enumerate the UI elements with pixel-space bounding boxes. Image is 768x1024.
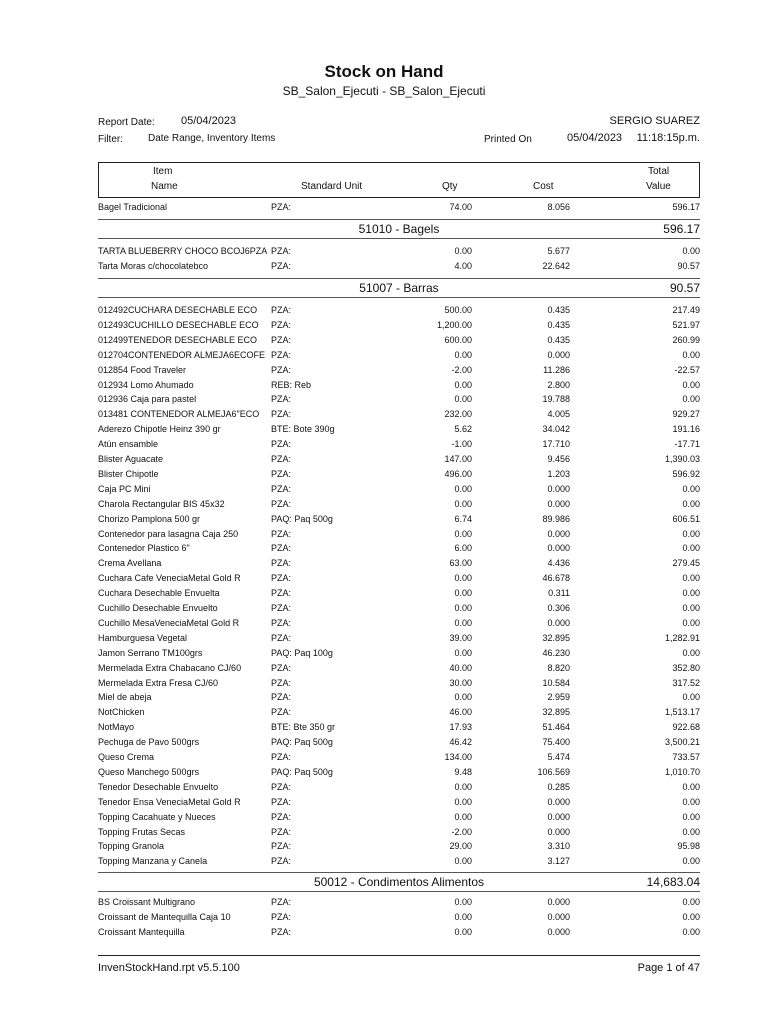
item-unit: PZA: bbox=[271, 926, 292, 937]
item-qty: 0.00 bbox=[454, 588, 472, 599]
item-name: Croissant Mantequilla bbox=[98, 926, 185, 937]
column-total-line2: Value bbox=[646, 181, 671, 192]
table-row bbox=[0, 752, 768, 767]
category-subtotal bbox=[98, 872, 700, 892]
table-row bbox=[0, 424, 768, 439]
item-value: 1,390.03 bbox=[664, 454, 700, 464]
table-row bbox=[0, 767, 768, 782]
item-name: Mermelada Extra Fresa CJ/60 bbox=[98, 677, 219, 688]
table-row bbox=[0, 782, 768, 797]
item-value: 0.00 bbox=[682, 349, 700, 360]
item-name: Hamburguesa Vegetal bbox=[98, 632, 188, 643]
item-name: 012936 Caja para pastel bbox=[98, 394, 197, 405]
item-unit: PZA: bbox=[271, 841, 292, 852]
item-qty: 6.00 bbox=[454, 543, 472, 554]
table-row bbox=[0, 633, 768, 648]
item-qty: 0.00 bbox=[454, 603, 472, 613]
column-qty: Qty bbox=[442, 181, 458, 192]
item-value: 0.00 bbox=[682, 811, 700, 822]
item-value: 0.00 bbox=[682, 483, 700, 494]
item-value: 217.49 bbox=[672, 305, 700, 315]
item-qty: 39.00 bbox=[449, 632, 472, 643]
item-cost: 9.456 bbox=[547, 454, 570, 464]
item-cost: 0.000 bbox=[547, 483, 570, 494]
item-unit: PZA: bbox=[271, 662, 292, 673]
table-row bbox=[0, 588, 768, 603]
item-value: 279.45 bbox=[672, 558, 700, 569]
item-value: 0.00 bbox=[682, 926, 700, 937]
item-cost: 17.710 bbox=[542, 439, 570, 450]
item-cost: 46.678 bbox=[542, 573, 570, 584]
category-name: 51007 - Barras bbox=[359, 281, 439, 295]
table-row bbox=[0, 305, 768, 320]
item-cost: 0.435 bbox=[547, 305, 570, 315]
item-unit: PZA: bbox=[271, 483, 292, 494]
item-unit: PAQ: Paq 100g bbox=[271, 647, 333, 658]
item-name: Cuchara Desechable Envuelta bbox=[98, 588, 220, 599]
item-unit: PZA: bbox=[271, 826, 292, 837]
category-name: 51010 - Bagels bbox=[358, 222, 440, 236]
item-name: Cuchara Cafe VeneciaMetal Gold R bbox=[98, 573, 241, 584]
table-row bbox=[0, 927, 768, 942]
item-name: Cuchillo Desechable Envuelto bbox=[98, 603, 218, 613]
item-name: 013481 CONTENEDOR ALMEJA6"ECO bbox=[98, 409, 260, 420]
category-total: 14,683.04 bbox=[646, 875, 700, 889]
item-qty: 17.93 bbox=[449, 722, 472, 733]
item-cost: 8.820 bbox=[547, 662, 570, 673]
item-cost: 5.474 bbox=[547, 752, 570, 762]
item-qty: 147.00 bbox=[444, 454, 472, 464]
item-unit: PZA: bbox=[271, 573, 292, 584]
item-value: 3,500.21 bbox=[664, 737, 700, 748]
item-unit: PZA: bbox=[271, 349, 292, 360]
table-row bbox=[0, 912, 768, 927]
item-cost: 0.000 bbox=[547, 543, 570, 554]
item-name: Blister Chipotle bbox=[98, 468, 159, 479]
item-qty: 5.62 bbox=[454, 424, 472, 435]
item-unit: PZA: bbox=[271, 796, 292, 807]
item-unit: PZA: bbox=[271, 911, 292, 922]
filter-value: Date Range, Inventory Items bbox=[148, 133, 276, 144]
printed-time: 11:18:15p.m. bbox=[636, 132, 700, 144]
item-name: Topping Granola bbox=[98, 841, 165, 852]
item-name: Contenedor para lasagna Caja 250 bbox=[98, 528, 239, 539]
item-value: 0.00 bbox=[682, 692, 700, 703]
item-name: NotMayo bbox=[98, 722, 135, 733]
item-name: Pechuga de Pavo 500grs bbox=[98, 737, 200, 748]
item-name: Crema Avellana bbox=[98, 558, 162, 569]
item-name: Queso Crema bbox=[98, 752, 155, 762]
table-row bbox=[0, 261, 768, 276]
item-cost: 106.569 bbox=[537, 766, 570, 777]
table-row bbox=[0, 454, 768, 469]
item-cost: 22.642 bbox=[542, 260, 570, 271]
footer-report-file: InvenStockHand.rpt v5.5.100 bbox=[98, 962, 240, 974]
item-unit: BTE: Bte 350 gr bbox=[271, 722, 336, 733]
item-cost: 0.311 bbox=[548, 588, 570, 599]
item-unit: PZA: bbox=[271, 246, 292, 256]
item-unit: PZA: bbox=[271, 394, 292, 405]
item-value: 0.00 bbox=[682, 573, 700, 584]
table-row bbox=[0, 648, 768, 663]
item-cost: 0.000 bbox=[547, 796, 570, 807]
column-total-line1: Total bbox=[648, 166, 670, 177]
item-cost: 0.000 bbox=[547, 811, 570, 822]
category-name: 50012 - Condimentos Alimentos bbox=[313, 875, 485, 889]
item-value: 191.16 bbox=[672, 424, 700, 435]
item-cost: 2.959 bbox=[547, 692, 570, 703]
table-row bbox=[0, 841, 768, 856]
table-row bbox=[0, 812, 768, 827]
table-row bbox=[0, 707, 768, 722]
report-date: 05/04/2023 bbox=[181, 115, 237, 127]
item-unit: PZA: bbox=[271, 558, 292, 569]
item-unit: PZA: bbox=[271, 439, 292, 450]
item-cost: 1.203 bbox=[547, 468, 570, 479]
item-cost: 0.000 bbox=[547, 528, 570, 539]
item-qty: 600.00 bbox=[444, 334, 472, 345]
table-row bbox=[0, 603, 768, 618]
table-row bbox=[0, 246, 768, 261]
table-row bbox=[0, 663, 768, 678]
column-item-line2: Name bbox=[151, 181, 178, 192]
item-qty: 46.42 bbox=[449, 737, 472, 748]
item-cost: 75.400 bbox=[542, 737, 570, 748]
table-row bbox=[0, 543, 768, 558]
category-total: 596.17 bbox=[663, 222, 700, 236]
item-cost: 32.895 bbox=[542, 707, 570, 718]
item-name: 012493CUCHILLO DESECHABLE ECO bbox=[98, 319, 259, 330]
table-row bbox=[0, 737, 768, 752]
item-name: Caja PC Mini bbox=[98, 483, 151, 494]
item-qty: 1,200.00 bbox=[436, 319, 472, 330]
item-unit: PZA: bbox=[271, 617, 292, 628]
item-unit: PZA: bbox=[271, 781, 292, 792]
table-row bbox=[0, 514, 768, 529]
item-qty: 0.00 bbox=[454, 926, 472, 937]
item-qty: 232.00 bbox=[444, 409, 472, 420]
item-name: Mermelada Extra Chabacano CJ/60 bbox=[98, 662, 242, 673]
item-unit: PZA: bbox=[271, 305, 292, 315]
item-qty: 0.00 bbox=[454, 246, 472, 256]
item-name: Aderezo Chipotle Heinz 390 gr bbox=[98, 424, 221, 435]
item-qty: 0.00 bbox=[454, 796, 472, 807]
item-value: 0.00 bbox=[682, 781, 700, 792]
item-cost: 10.584 bbox=[542, 677, 570, 688]
table-row bbox=[0, 558, 768, 573]
item-unit: PZA: bbox=[271, 202, 292, 212]
item-unit: PZA: bbox=[271, 498, 292, 509]
item-name: Bagel Tradicional bbox=[98, 202, 168, 212]
item-name: Jamon Serrano TM100grs bbox=[98, 647, 203, 658]
item-qty: 4.00 bbox=[454, 260, 472, 271]
item-qty: 0.00 bbox=[454, 781, 472, 792]
item-unit: PZA: bbox=[271, 409, 292, 420]
item-cost: 11.286 bbox=[543, 364, 570, 375]
item-value: 0.00 bbox=[682, 498, 700, 509]
item-value: 95.98 bbox=[677, 841, 700, 852]
item-qty: -2.00 bbox=[451, 364, 472, 375]
item-qty: 0.00 bbox=[454, 811, 472, 822]
item-qty: 0.00 bbox=[454, 349, 472, 360]
item-unit: PZA: bbox=[271, 632, 292, 643]
item-cost: 2.800 bbox=[547, 379, 570, 390]
item-qty: 0.00 bbox=[454, 856, 472, 867]
item-unit: PZA: bbox=[271, 364, 292, 375]
item-cost: 0.306 bbox=[547, 603, 570, 613]
item-value: 0.00 bbox=[682, 394, 700, 405]
item-value: 317.52 bbox=[672, 677, 700, 688]
item-qty: 0.00 bbox=[454, 483, 472, 494]
item-unit: PZA: bbox=[271, 752, 292, 762]
item-name: 012492CUCHARA DESECHABLE ECO bbox=[98, 305, 258, 315]
item-unit: PZA: bbox=[271, 334, 292, 345]
item-value: 0.00 bbox=[682, 543, 700, 554]
footer-divider bbox=[98, 955, 700, 956]
item-unit: PZA: bbox=[271, 707, 292, 718]
item-qty: 0.00 bbox=[454, 573, 472, 584]
item-name: Blister Aguacate bbox=[98, 454, 164, 464]
item-qty: 500.00 bbox=[444, 305, 472, 315]
item-cost: 0.000 bbox=[547, 926, 570, 937]
item-value: 0.00 bbox=[682, 588, 700, 599]
table-row bbox=[0, 618, 768, 633]
item-value: 733.57 bbox=[672, 752, 700, 762]
item-name: Topping Cacahuate y Nueces bbox=[98, 811, 216, 822]
item-value: 260.99 bbox=[672, 334, 700, 345]
item-cost: 32.895 bbox=[542, 632, 570, 643]
item-unit: PZA: bbox=[271, 856, 292, 867]
table-row bbox=[0, 678, 768, 693]
category-total: 90.57 bbox=[669, 281, 700, 295]
item-qty: 63.00 bbox=[449, 558, 472, 569]
item-cost: 0.000 bbox=[547, 911, 570, 922]
item-name: Atún ensamble bbox=[98, 439, 159, 450]
item-cost: 0.000 bbox=[547, 498, 570, 509]
item-cost: 4.005 bbox=[547, 409, 570, 420]
item-cost: 3.127 bbox=[547, 856, 570, 867]
item-unit: PZA: bbox=[271, 543, 292, 554]
item-qty: 0.00 bbox=[454, 394, 472, 405]
item-unit: PAQ: Paq 500g bbox=[271, 766, 333, 777]
item-name: Croissant de Mantequilla Caja 10 bbox=[98, 911, 231, 922]
item-value: 0.00 bbox=[682, 856, 700, 867]
item-unit: PAQ: Paq 500g bbox=[271, 737, 333, 748]
table-row bbox=[0, 499, 768, 514]
item-qty: 496.00 bbox=[444, 468, 472, 479]
item-cost: 0.000 bbox=[547, 617, 570, 628]
table-row bbox=[0, 469, 768, 484]
table-row bbox=[0, 202, 768, 217]
item-name: Contenedor Plastico 6" bbox=[98, 543, 190, 554]
item-qty: 46.00 bbox=[449, 707, 472, 718]
table-row bbox=[0, 692, 768, 707]
item-cost: 19.788 bbox=[542, 394, 570, 405]
item-name: Cuchillo MesaVeneciaMetal Gold R bbox=[98, 617, 240, 628]
item-cost: 0.000 bbox=[547, 349, 570, 360]
item-unit: PZA: bbox=[271, 454, 292, 464]
table-row bbox=[0, 394, 768, 409]
item-qty: -1.00 bbox=[451, 439, 472, 450]
column-header-box bbox=[98, 162, 700, 198]
item-qty: 6.74 bbox=[454, 513, 472, 524]
item-value: 0.00 bbox=[682, 528, 700, 539]
item-name: Tenedor Desechable Envuelto bbox=[98, 781, 219, 792]
table-row bbox=[0, 365, 768, 380]
item-cost: 8.056 bbox=[547, 202, 570, 212]
item-cost: 51.464 bbox=[542, 722, 570, 733]
report-title: Stock on Hand bbox=[324, 62, 444, 81]
item-value: 0.00 bbox=[682, 911, 700, 922]
table-row bbox=[0, 897, 768, 912]
item-value: 0.00 bbox=[682, 796, 700, 807]
column-item-line1: Item bbox=[153, 166, 173, 177]
item-unit: PAQ: Paq 500g bbox=[271, 513, 333, 524]
item-qty: 30.00 bbox=[449, 677, 472, 688]
item-qty: 0.00 bbox=[454, 897, 472, 907]
item-name: 012704CONTENEDOR ALMEJA6ECOFE bbox=[98, 349, 266, 360]
item-value: 0.00 bbox=[682, 617, 700, 628]
item-name: Tarta Moras c/chocolatebco bbox=[98, 260, 209, 271]
item-name: 012499TENEDOR DESECHABLE ECO bbox=[98, 334, 258, 345]
item-name: 012934 Lomo Ahumado bbox=[98, 379, 194, 390]
item-value: 596.92 bbox=[672, 468, 700, 479]
table-row bbox=[0, 484, 768, 499]
footer-page-number: Page 1 of 47 bbox=[637, 962, 700, 974]
item-cost: 3.310 bbox=[547, 841, 570, 852]
item-cost: 0.000 bbox=[547, 897, 570, 907]
item-qty: 134.00 bbox=[444, 752, 472, 762]
item-name: Topping Manzana y Canela bbox=[98, 856, 208, 867]
report-date-label: Report Date: bbox=[98, 117, 155, 128]
item-unit: PZA: bbox=[271, 528, 292, 539]
item-cost: 0.435 bbox=[547, 319, 570, 330]
item-cost: 0.000 bbox=[547, 826, 570, 837]
item-unit: PZA: bbox=[271, 588, 292, 599]
table-row bbox=[0, 409, 768, 424]
item-value: 0.00 bbox=[682, 826, 700, 837]
item-name: BS Croissant Multigrano bbox=[98, 897, 196, 907]
item-name: Miel de abeja bbox=[98, 692, 152, 703]
table-row bbox=[0, 827, 768, 842]
table-row bbox=[0, 320, 768, 335]
category-subtotal bbox=[98, 278, 700, 298]
table-row bbox=[0, 573, 768, 588]
item-value: 929.27 bbox=[672, 409, 700, 420]
item-qty: 0.00 bbox=[454, 692, 472, 703]
item-cost: 34.042 bbox=[542, 424, 570, 435]
item-value: 352.80 bbox=[672, 662, 700, 673]
item-unit: PZA: bbox=[271, 603, 292, 613]
item-name: Chorizo Pamplona 500 gr bbox=[98, 513, 201, 524]
item-name: NotChicken bbox=[98, 707, 145, 718]
item-qty: 29.00 bbox=[449, 841, 472, 852]
item-value: 90.57 bbox=[677, 260, 700, 271]
item-cost: 46.230 bbox=[542, 647, 570, 658]
item-value: 0.00 bbox=[682, 647, 700, 658]
item-qty: 0.00 bbox=[454, 647, 472, 658]
printed-on-label: Printed On bbox=[484, 134, 532, 145]
item-qty: 0.00 bbox=[454, 911, 472, 922]
item-qty: 0.00 bbox=[454, 617, 472, 628]
item-value: 0.00 bbox=[682, 897, 700, 907]
item-cost: 89.986 bbox=[542, 513, 570, 524]
item-qty: 0.00 bbox=[454, 498, 472, 509]
table-row bbox=[0, 722, 768, 737]
item-name: Tenedor Ensa VeneciaMetal Gold R bbox=[98, 796, 241, 807]
item-qty: 0.00 bbox=[454, 528, 472, 539]
item-unit: PZA: bbox=[271, 897, 292, 907]
item-qty: 40.00 bbox=[449, 662, 472, 673]
table-row bbox=[0, 797, 768, 812]
item-value: 521.97 bbox=[672, 319, 700, 330]
item-unit: REB: Reb bbox=[271, 379, 312, 390]
item-cost: 0.435 bbox=[547, 334, 570, 345]
table-row bbox=[0, 350, 768, 365]
item-name: Topping Frutas Secas bbox=[98, 826, 186, 837]
item-qty: -2.00 bbox=[451, 826, 472, 837]
report-subtitle: SB_Salon_Ejecuti - SB_Salon_Ejecuti bbox=[282, 84, 486, 98]
item-value: 0.00 bbox=[682, 379, 700, 390]
column-standard-unit: Standard Unit bbox=[301, 181, 363, 192]
item-unit: BTE: Bote 390g bbox=[271, 424, 335, 435]
printed-date: 05/04/2023 bbox=[567, 132, 623, 144]
item-value: 0.00 bbox=[682, 246, 700, 256]
table-row bbox=[0, 529, 768, 544]
item-qty: 9.48 bbox=[454, 766, 472, 777]
item-unit: PZA: bbox=[271, 811, 292, 822]
report-user: SERGIO SUAREZ bbox=[609, 115, 700, 127]
item-cost: 5.677 bbox=[547, 246, 570, 256]
table-row bbox=[0, 439, 768, 454]
item-value: 1,513.17 bbox=[664, 707, 700, 718]
item-name: Queso Manchego 500grs bbox=[98, 766, 200, 777]
item-value: 1,010.70 bbox=[664, 766, 700, 777]
item-value: 596.17 bbox=[672, 202, 700, 212]
table-row bbox=[0, 856, 768, 871]
item-name: 012854 Food Traveler bbox=[98, 364, 187, 375]
item-qty: 74.00 bbox=[449, 202, 472, 212]
column-cost: Cost bbox=[533, 181, 554, 192]
item-value: 922.68 bbox=[672, 722, 700, 733]
item-unit: PZA: bbox=[271, 260, 292, 271]
item-unit: PZA: bbox=[271, 319, 292, 330]
table-row bbox=[0, 380, 768, 395]
item-name: TARTA BLUEBERRY CHOCO BCOJ6PZA bbox=[98, 246, 268, 256]
item-unit: PZA: bbox=[271, 692, 292, 703]
item-value: -22.57 bbox=[674, 364, 700, 375]
item-value: 1,282.91 bbox=[664, 632, 700, 643]
item-value: -17.71 bbox=[674, 439, 700, 450]
item-value: 0.00 bbox=[682, 603, 700, 613]
item-qty: 0.00 bbox=[454, 379, 472, 390]
filter-label: Filter: bbox=[98, 134, 123, 145]
item-cost: 4.436 bbox=[547, 558, 570, 569]
table-row bbox=[0, 335, 768, 350]
item-value: 606.51 bbox=[672, 513, 700, 524]
item-unit: PZA: bbox=[271, 468, 292, 479]
item-unit: PZA: bbox=[271, 677, 292, 688]
item-name: Charola Rectangular BIS 45x32 bbox=[98, 498, 225, 509]
item-cost: 0.285 bbox=[547, 781, 570, 792]
category-subtotal bbox=[98, 219, 700, 239]
